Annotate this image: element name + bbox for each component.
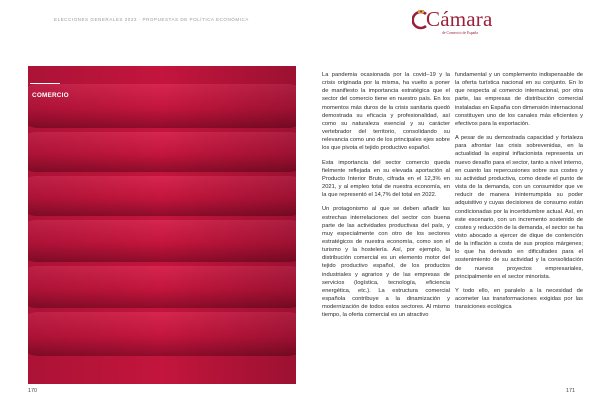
folded-textiles-photo [28,66,296,384]
text-column-2 [455,71,583,317]
logo-wordmark: Cámara [426,7,493,31]
paragraph: fundamental y un complemento indispensable de la oferta turística nacional en su conjunto. En lo que respecta al comercio internacional, por otra parte, las empresas de distribución comercial instaladas en España con dimensión internacional constituyen uno de los canales más eficientes y efectivos para la exportación. [455,72,583,127]
logo-subtitle: de Comercio de España [442,31,478,35]
paragraph: La pandemia ocasionada por la covid–19 y la crisis originada por la misma, ha vuelto a poner de manifiesto la importancia estratégica que el sector del comercio tiene en nuestro país. En los momentos más duros de la crisis sanitaria quedó demostrada su eficacia y profesionalidad, así como su naturaleza esencial y su carácter vertebrador del territorio, consolidando su relevancia como uno de los principales ejes sobre los que pivota el tejido productivo español. [322,72,450,152]
paragraph: A pesar de su demostrada capacidad y fortaleza para afrontar las crisis sobrevenidas, en la actualidad la espiral inflacionista representa un nuevo desafío para el sector, tanto a nivel interno, en cuanto las repercusiones sobre sus costes y su actividad productiva, como desde el punto de vista de la demanda, con un consumidor que ve reducir de manera ininterrumpida su poder adquisitivo y cuyas decisiones de consumo están condicionadas por la incertidumbre actual. Así, en este escenario, con un incremento sostenido de costes y reducción de la demanda, el sector se ha visto abocado a ejercer de dique de contención de la inflación a costa de sus propios márgenes; lo que ha derivado en dificultades para el sostenimiento de su actividad y la consolidación de nuevos proyectos empresariales, principalmente en el sector minorista. [455,135,583,280]
page-number-left: 170 [28,388,37,394]
camara-logo [412,7,492,37]
running-header: ELECCIONES GENERALES 2023 · PROPUESTAS DE POLÍTICA ECONÓMICA [54,17,249,22]
paragraph: Y todo ello, en paralelo a la necesidad de acometer las transformaciones exigidas por las transiciones ecológica [455,287,583,311]
paragraph: Un protagonismo al que se deben añadir las estrechas interrelaciones del sector con buena parte de las actividades productivas del país, y muy especialmente con otro de los sectores estratégicos de nuestra economía, como son el turismo y la hostelería. Así, por ejemplo, la distribución comercial es un elemento motor del tejido productivo español, de los productos industriales y agrarios y de las empresas de servicios (logística, tecnología, eficiencia energética, etc.). La estructura comercial española contribuye a la dinamización y modernización de todos estos sectores. Al mismo tiempo, la oferta comercial es un atractivo [322,206,450,319]
page-number-right: 171 [566,388,575,394]
paragraph: Esta importancia del sector comercio queda fielmente reflejada en su elevada aportación al Producto Interior Bruto, cifrada en el 12,3% en 2021, y al empleo total de nuestra economía, en la que representó el 14,7% del total en 2022. [322,159,450,199]
section-accent-line [30,83,60,84]
text-column-1 [322,71,450,326]
section-label: COMERCIO [32,92,69,99]
